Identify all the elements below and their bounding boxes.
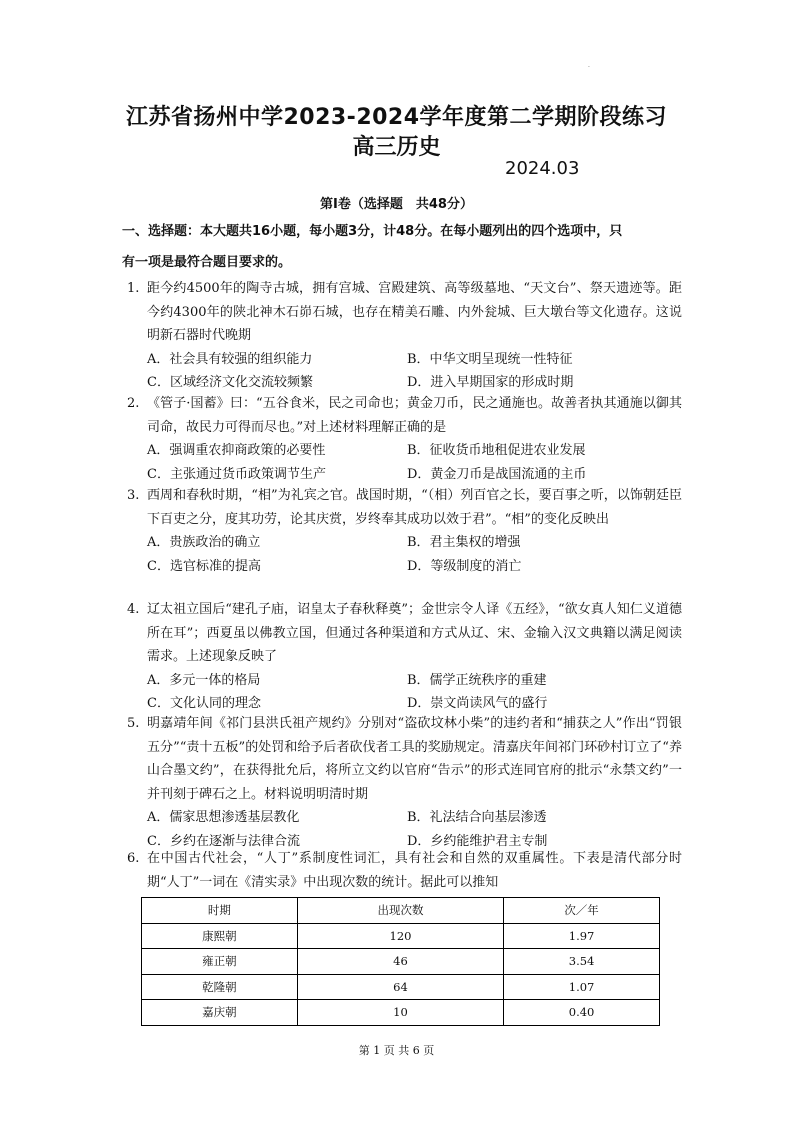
option-a: A．多元一体的格局 — [147, 672, 261, 688]
scan-dot: · — [588, 64, 590, 71]
option-c: C．乡约在逐渐与法律合流 — [147, 833, 300, 849]
exam-title: 江苏省扬州中学2023-2024学年度第二学期阶段练习 — [125, 105, 668, 130]
question-6 — [127, 847, 682, 894]
option-c: C．文化认同的理念 — [147, 696, 261, 711]
table-cell: 1.07 — [504, 974, 660, 1000]
table-header-row — [142, 898, 660, 924]
exam-subject: 高三历史 — [352, 135, 441, 160]
question-number: 5. — [127, 716, 140, 731]
table-row — [142, 949, 660, 975]
option-d: D．乡约能维护君主专制 — [407, 833, 548, 849]
option-c: C．区域经济文化交流较频繁 — [147, 375, 313, 390]
option-b: B．中华文明呈现统一性特征 — [407, 351, 573, 367]
options — [147, 806, 682, 853]
option-c: C．主张通过货币政策调节生产 — [147, 466, 326, 482]
question-stem: 在中国古代社会，“人丁”系制度性词汇，具有社会和自然的双重属性。下表是清代部分时期“人丁”一词在《清实录》中出现次数的统计。据此可以推知 — [147, 851, 682, 890]
table-cell: 0.40 — [504, 1000, 660, 1026]
table-row — [142, 974, 660, 1000]
question-number: 3. — [127, 488, 140, 503]
option-b: B．儒学正统秩序的重建 — [407, 672, 547, 688]
question-stem: 明嘉靖年间《祁门县洪氏祖产规约》分别对“盗砍坟林小柴”的违约者和“捕获之人”作出“罚银五分”“责十五板”的处罚和给予后者砍伐者工具的奖励规定。清嘉庆年间祁门环砂村订立了“养山合墨文约”，在获得批允后，将所立文约以官府“告示”的形式连同官府的批示“永禁文约”一并刊刻于碑石之上。材料说明明清时期 — [147, 716, 682, 802]
option-d: D．进入早期国家的形成时期 — [407, 375, 574, 390]
table-row — [142, 923, 660, 949]
table-header-cell: 次／年 — [504, 898, 660, 924]
table-cell: 120 — [297, 923, 503, 949]
table-cell: 46 — [297, 949, 503, 975]
options — [147, 669, 682, 716]
option-b: B．君主集权的增强 — [407, 535, 521, 550]
table-cell: 1.97 — [504, 923, 660, 949]
option-a: A．强调重农抑商政策的必要性 — [147, 443, 326, 458]
question-stem: 辽太祖立国后“建孔子庙，诏皇太子春秋释奠”；金世宗令人译《五经》，“欲女真人知仁义道德所在耳”；西夏虽以佛教立国，但通过各种渠道和方式从辽、宋、金输入汉文典籍以满足阅读需求。上述现象反映了 — [147, 602, 682, 664]
section-title: 第Ⅰ卷（选择题 共48分） — [320, 197, 473, 212]
option-a: A．儒家思想渗透基层教化 — [147, 810, 300, 825]
question-5 — [127, 712, 682, 853]
option-c: C．选官标准的提高 — [147, 558, 261, 574]
table-cell: 10 — [297, 1000, 503, 1026]
options — [147, 439, 682, 486]
question-number: 4. — [127, 602, 140, 617]
option-d: D．崇文尚读风气的盛行 — [407, 696, 548, 711]
option-a: A．社会具有较强的组织能力 — [147, 351, 313, 367]
question-1 — [127, 277, 682, 395]
options — [147, 531, 682, 578]
question-number: 6. — [127, 851, 140, 866]
table-cell: 康熙朝 — [142, 923, 298, 949]
option-a: A．贵族政治的确立 — [147, 535, 261, 550]
page-footer: 第 1 页 共 6 页 — [358, 1044, 435, 1057]
table-header-cell: 出现次数 — [297, 898, 503, 924]
option-d: D．等级制度的消亡 — [407, 558, 522, 574]
instructions-line-1: 一、选择题：本大题共16小题，每小题3分，计48分。在每小题列出的四个选项中，只 — [122, 224, 623, 239]
question-3 — [127, 484, 682, 578]
exam-date: 2024.03 — [505, 158, 580, 179]
table-cell: 3.54 — [504, 949, 660, 975]
instructions-line-2: 有一项是最符合题目要求的。 — [122, 255, 292, 270]
table-header-cell: 时期 — [142, 898, 298, 924]
table-cell: 雍正朝 — [142, 949, 298, 975]
table-cell: 嘉庆朝 — [142, 1000, 298, 1026]
question-stem: 西周和春秋时期，“相”为礼宾之官。战国时期，“（相）列百官之长，要百事之听，以饰朝廷臣下百吏之分，度其功劳，论其庆赏，岁终奉其成功以效于君”。“相”的变化反映出 — [147, 488, 682, 527]
question-stem: 距今约4500年的陶寺古城，拥有宫城、宫殿建筑、高等级墓地、“天文台”、祭天遗迹等。距今约4300年的陕北神木石峁石城，也存在精美石雕、内外瓮城、巨大墩台等文化遗存。这说明新石器时代晚期 — [147, 281, 682, 343]
question-number: 1. — [127, 281, 140, 296]
question-2 — [127, 392, 682, 486]
table-cell: 乾隆朝 — [142, 974, 298, 1000]
question-number: 2. — [127, 396, 140, 411]
table-cell: 64 — [297, 974, 503, 1000]
option-b: B．征收货币地租促进农业发展 — [407, 443, 586, 458]
option-b: B．礼法结合向基层渗透 — [407, 810, 547, 825]
options — [147, 348, 682, 395]
table-row — [142, 1000, 660, 1026]
question-4 — [127, 598, 682, 716]
question-stem: 《管子·国蓄》曰：“五谷食米，民之司命也；黄金刀币，民之通施也。故善者执其通施以御其司命，故民力可得而尽也。”对上述材料理解正确的是 — [147, 396, 682, 435]
renting-count-table — [141, 897, 660, 1026]
option-d: D．黄金刀币是战国流通的主币 — [407, 466, 587, 482]
